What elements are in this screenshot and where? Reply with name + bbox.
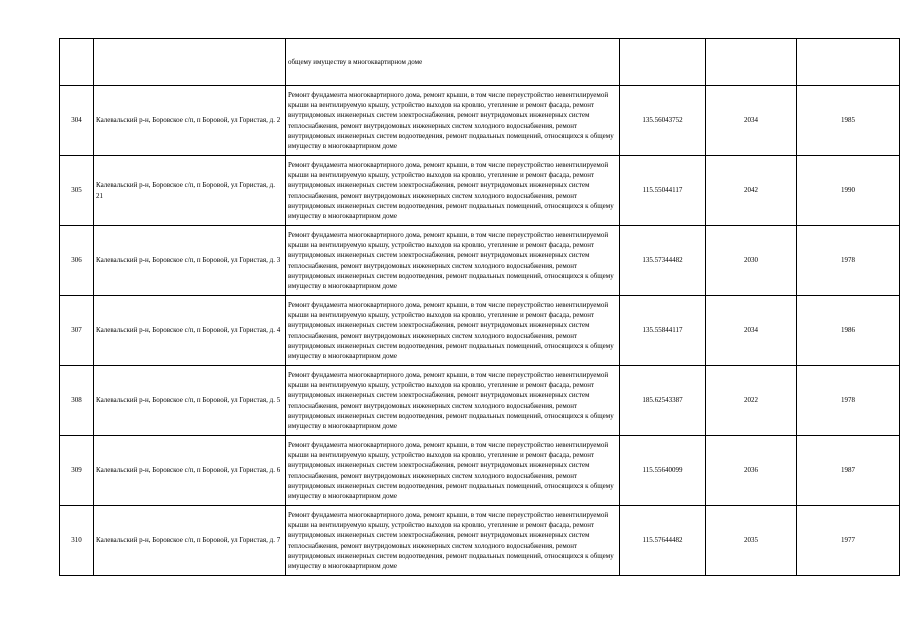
works-cell: Ремонт фундамента многоквартирного дома, ремонт крыши, в том числе переустройство невентилируемой крыши на вентилируемую крышу, устройство выходов на кровлю, утепление и ремонт фасада, ремонт внутридомовых инженерных систем электроснабжения, ремонт внутридомовых инженерных систем теплоснабжения, ремонт внутридомовых инженерных систем холодного водоснабжения, ремонт внутридомовых инженерных систем водоотведения, ремонт подвальных помещений, относящихся к общему имуществу в многоквартирном доме bbox=[286, 226, 620, 296]
row-number: 307 bbox=[60, 296, 94, 366]
cost-cell: 185.62543387 bbox=[620, 366, 706, 436]
planned-year-cell bbox=[706, 39, 797, 86]
works-cell: Ремонт фундамента многоквартирного дома, ремонт крыши, в том числе переустройство невентилируемой крыши на вентилируемую крышу, устройство выходов на кровлю, утепление и ремонт фасада, ремонт внутридомовых инженерных систем электроснабжения, ремонт внутридомовых инженерных систем теплоснабжения, ремонт внутридомовых инженерных систем холодного водоснабжения, ремонт внутридомовых инженерных систем водоотведения, ремонт подвальных помещений, относящихся к общему имуществу в многоквартирном доме bbox=[286, 156, 620, 226]
row-number bbox=[60, 39, 94, 86]
planned-year-cell: 2022 bbox=[706, 366, 797, 436]
table-row bbox=[60, 226, 900, 296]
address-cell: Калевальский р-н, Боровское с/п, п Боровой, ул Гористая, д. 5 bbox=[94, 366, 286, 436]
address-cell: Калевальский р-н, Боровское с/п, п Боровой, ул Гористая, д. 21 bbox=[94, 156, 286, 226]
address-cell: Калевальский р-н, Боровское с/п, п Боровой, ул Гористая, д. 2 bbox=[94, 86, 286, 156]
works-cell: общему имуществу в многоквартирном доме bbox=[286, 39, 620, 86]
address-cell: Калевальский р-н, Боровское с/п, п Боровой, ул Гористая, д. 6 bbox=[94, 436, 286, 506]
cost-cell: 115.55640099 bbox=[620, 436, 706, 506]
cost-cell: 135.55844117 bbox=[620, 296, 706, 366]
built-year-cell: 1978 bbox=[797, 366, 900, 436]
continuation-row bbox=[60, 39, 900, 86]
works-cell: Ремонт фундамента многоквартирного дома, ремонт крыши, в том числе переустройство невентилируемой крыши на вентилируемую крышу, устройство выходов на кровлю, утепление и ремонт фасада, ремонт внутридомовых инженерных систем электроснабжения, ремонт внутридомовых инженерных систем теплоснабжения, ремонт внутридомовых инженерных систем холодного водоснабжения, ремонт внутридомовых инженерных систем водоотведения, ремонт подвальных помещений, относящихся к общему имуществу в многоквартирном доме bbox=[286, 86, 620, 156]
table-row bbox=[60, 156, 900, 226]
row-number: 308 bbox=[60, 366, 94, 436]
table-row bbox=[60, 436, 900, 506]
planned-year-cell: 2034 bbox=[706, 86, 797, 156]
planned-year-cell: 2036 bbox=[706, 436, 797, 506]
row-number: 306 bbox=[60, 226, 94, 296]
built-year-cell: 1987 bbox=[797, 436, 900, 506]
works-cell: Ремонт фундамента многоквартирного дома, ремонт крыши, в том числе переустройство невентилируемой крыши на вентилируемую крышу, устройство выходов на кровлю, утепление и ремонт фасада, ремонт внутридомовых инженерных систем электроснабжения, ремонт внутридомовых инженерных систем теплоснабжения, ремонт внутридомовых инженерных систем холодного водоснабжения, ремонт внутридомовых инженерных систем водоотведения, ремонт подвальных помещений, относящихся к общему имуществу в многоквартирном доме bbox=[286, 296, 620, 366]
planned-year-cell: 2042 bbox=[706, 156, 797, 226]
row-number: 304 bbox=[60, 86, 94, 156]
planned-year-cell: 2035 bbox=[706, 506, 797, 576]
row-number: 309 bbox=[60, 436, 94, 506]
cost-cell: 115.57644482 bbox=[620, 506, 706, 576]
planned-year-cell: 2034 bbox=[706, 296, 797, 366]
row-number: 305 bbox=[60, 156, 94, 226]
address-cell: Калевальский р-н, Боровское с/п, п Боровой, ул Гористая, д. 7 bbox=[94, 506, 286, 576]
row-number: 310 bbox=[60, 506, 94, 576]
table-row bbox=[60, 506, 900, 576]
planned-year-cell: 2030 bbox=[706, 226, 797, 296]
address-cell: Калевальский р-н, Боровское с/п, п Боровой, ул Гористая, д. 4 bbox=[94, 296, 286, 366]
repair-program-table bbox=[59, 38, 900, 576]
cost-cell: 135.56043752 bbox=[620, 86, 706, 156]
works-cell: Ремонт фундамента многоквартирного дома, ремонт крыши, в том числе переустройство невентилируемой крыши на вентилируемую крышу, устройство выходов на кровлю, утепление и ремонт фасада, ремонт внутридомовых инженерных систем электроснабжения, ремонт внутридомовых инженерных систем теплоснабжения, ремонт внутридомовых инженерных систем холодного водоснабжения, ремонт внутридомовых инженерных систем водоотведения, ремонт подвальных помещений, относящихся к общему имуществу в многоквартирном доме bbox=[286, 366, 620, 436]
built-year-cell: 1978 bbox=[797, 226, 900, 296]
works-cell: Ремонт фундамента многоквартирного дома, ремонт крыши, в том числе переустройство невентилируемой крыши на вентилируемую крышу, устройство выходов на кровлю, утепление и ремонт фасада, ремонт внутридомовых инженерных систем электроснабжения, ремонт внутридомовых инженерных систем теплоснабжения, ремонт внутридомовых инженерных систем холодного водоснабжения, ремонт внутридомовых инженерных систем водоотведения, ремонт подвальных помещений, относящихся к общему имуществу в многоквартирном доме bbox=[286, 506, 620, 576]
cost-cell: 135.57344482 bbox=[620, 226, 706, 296]
address-cell bbox=[94, 39, 286, 86]
built-year-cell: 1986 bbox=[797, 296, 900, 366]
built-year-cell bbox=[797, 39, 900, 86]
built-year-cell: 1990 bbox=[797, 156, 900, 226]
built-year-cell: 1985 bbox=[797, 86, 900, 156]
table-row bbox=[60, 296, 900, 366]
cost-cell bbox=[620, 39, 706, 86]
built-year-cell: 1977 bbox=[797, 506, 900, 576]
cost-cell: 115.55044117 bbox=[620, 156, 706, 226]
works-cell: Ремонт фундамента многоквартирного дома, ремонт крыши, в том числе переустройство невентилируемой крыши на вентилируемую крышу, устройство выходов на кровлю, утепление и ремонт фасада, ремонт внутридомовых инженерных систем электроснабжения, ремонт внутридомовых инженерных систем теплоснабжения, ремонт внутридомовых инженерных систем холодного водоснабжения, ремонт внутридомовых инженерных систем водоотведения, ремонт подвальных помещений, относящихся к общему имуществу в многоквартирном доме bbox=[286, 436, 620, 506]
table-row bbox=[60, 86, 900, 156]
table-row bbox=[60, 366, 900, 436]
address-cell: Калевальский р-н, Боровское с/п, п Боровой, ул Гористая, д. 3 bbox=[94, 226, 286, 296]
